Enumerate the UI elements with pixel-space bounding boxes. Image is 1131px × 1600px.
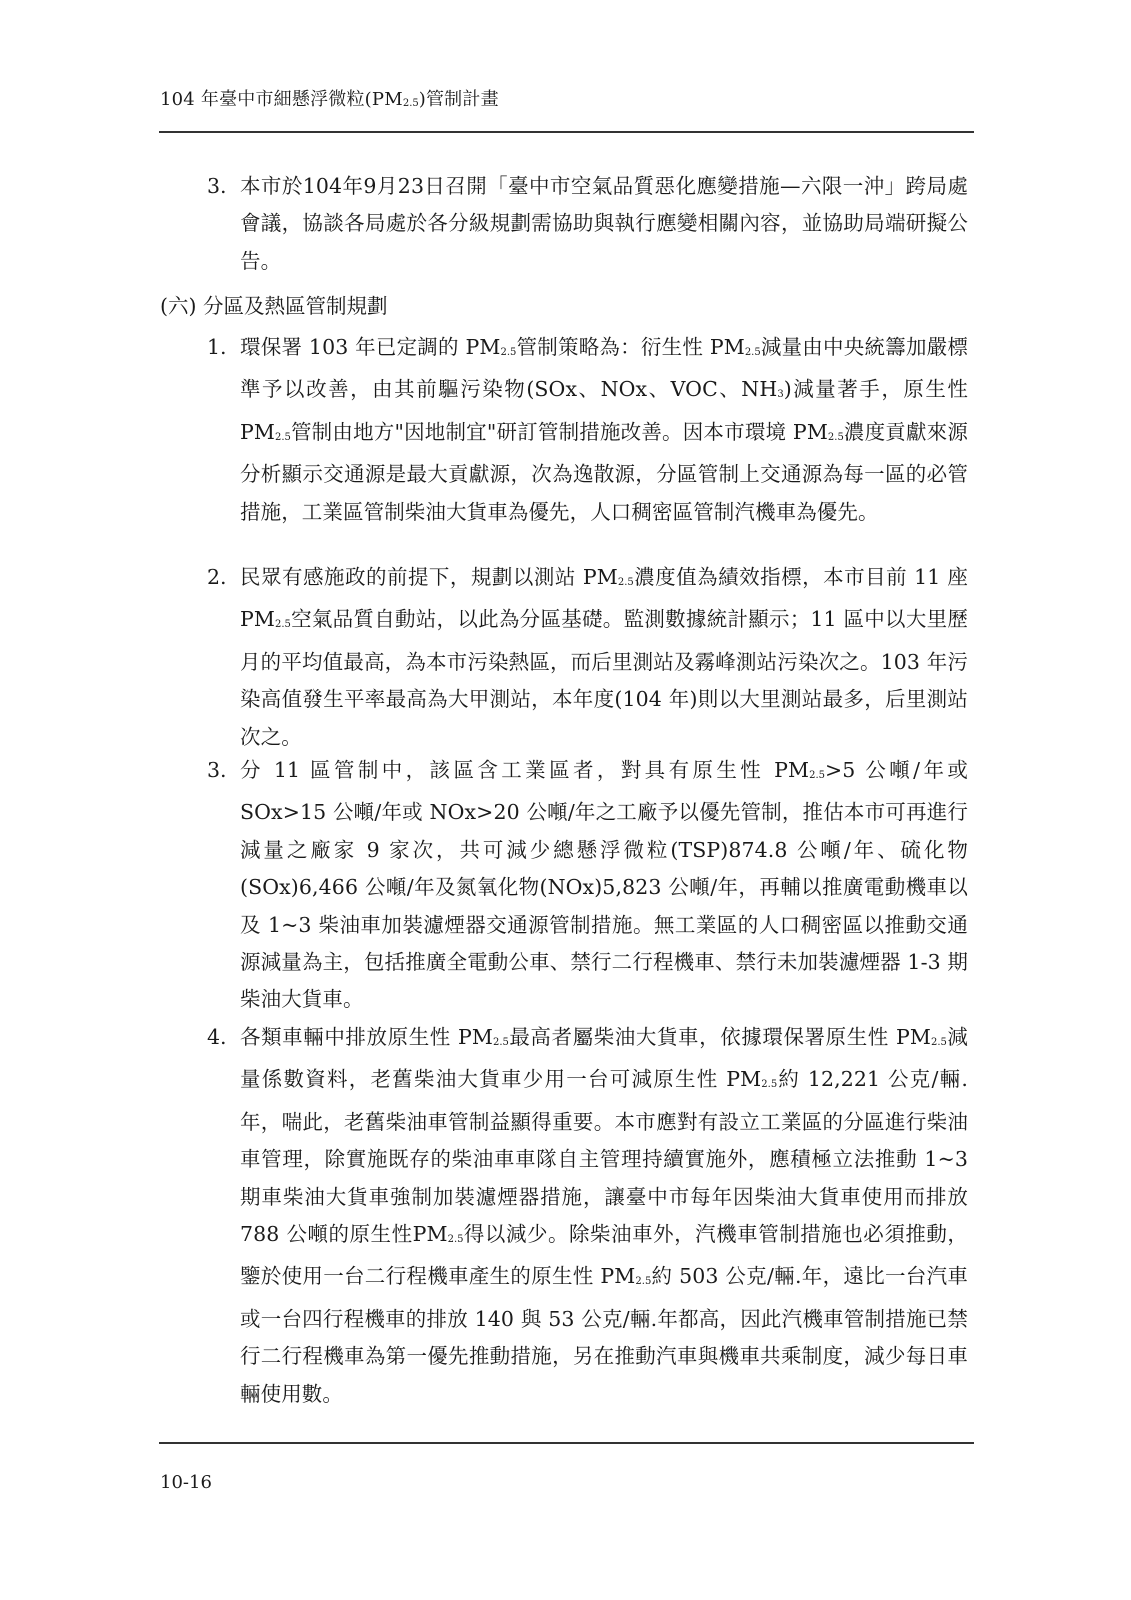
item-4-part: 減量係數資料，老舊柴油大貨車少用一台可減原生性 PM xyxy=(240,1025,968,1092)
item-2-part: 民眾有感施政的前提下，規劃以測站 PM xyxy=(240,565,618,589)
item-2-text xyxy=(240,559,968,756)
intro-item-text: 本市於104年9月23日召開「臺中市空氣品質惡化應變措施—六限一沖」跨局處會議，協談各局處於各分級規劃需協助與執行應變相關內容，並協助局端研擬公告。 xyxy=(240,174,968,273)
item-3-number: 3. xyxy=(207,758,227,782)
pm-subscript: 2.5 xyxy=(617,577,634,588)
nh3-subscript: 3 xyxy=(777,389,784,401)
item-3-part: 分 11 區管制中，該區含工業區者，對具有原生性 PM xyxy=(240,758,810,782)
item-4-part: 約 12,221 公克/輛.年，喘此，老舊柴油車管制益顯得重要。本市應對有設立工業區的分區進行柴油車管理，除實施既存的柴油車車隊自主管理持續實施外，應積極立法推動 1~3 期車柴油大貨車強制加裝濾煙器措施，讓臺中市每年因柴油大貨車使用而排放 788 公噸的原生性PM xyxy=(240,1067,968,1247)
section-title: (六) 分區及熱區管制規劃 xyxy=(160,294,388,318)
pm-subscript: 2.5 xyxy=(761,1079,778,1091)
header-title-sub: 2.5 xyxy=(402,98,419,109)
running-header xyxy=(160,88,499,116)
item-4-part: 最高者屬柴油大貨車，依據環保署原生性 PM xyxy=(508,1025,931,1049)
page-number: 10-16 xyxy=(160,1472,212,1493)
item-1-part: 管制策略為：衍生性 PM xyxy=(516,335,745,359)
pm-subscript: 2.5 xyxy=(500,347,517,358)
header-title-prefix: 104 年臺中市細懸浮微粒(PM xyxy=(160,89,403,110)
pm-subscript: 2.5 xyxy=(274,619,291,631)
item-1-part: 環保署 103 年已定調的 PM xyxy=(240,335,501,359)
item-1-text xyxy=(240,329,968,531)
pm-subscript: 2.5 xyxy=(931,1037,947,1048)
pm-subscript: 2.5 xyxy=(744,347,761,358)
item-4-part: 約 503 公克/輛.年，遠比一台汽車或一台四行程機車的排放 140 與 53 公克/輛.年都高，因此汽機車管制措施已禁行二行程機車為第一優先推動措施，另在推動汽車與機車共乘制度，減少每日車輛使用數。 xyxy=(240,1264,968,1406)
item-4-part: 各類車輛中排放原生性 PM xyxy=(240,1025,493,1049)
item-3-part: >5 公噸/年或 SOx>15 公噸/年或 NOx>20 公噸/年之工廠予以優先管制，推估本市可再進行減量之廠家 9 家次，共可減少總懸浮微粒(TSP)874.8 公噸/年、硫化物(SOx)6,466 公噸/年及氮氧化物(NOx)5,823 公噸/年，再輔以推廣電動機車以及 1~3 柴油車加裝濾煙器交通源管制措施。無工業區的人口稠密區以推動交通源減量為主，包括推廣全電動公車、禁行二行程機車、禁行未加裝濾煙器 1-3 期柴油大貨車。 xyxy=(240,758,968,1012)
item-4-number: 4. xyxy=(207,1025,227,1049)
item-1-part: 減量由中央統籌加嚴標準予以改善，由其前驅污染物(SOx、NOx、VOC、NH xyxy=(240,335,969,402)
item-4-part: 得以減少。除柴油車外，汽機車管制措施也必須推動，鑒於使用一台二行程機車產生的原生性 PM xyxy=(240,1222,968,1289)
pm-subscript: 2.5 xyxy=(492,1037,509,1048)
header-title-suffix: )管制計畫 xyxy=(418,89,499,110)
item-3-text xyxy=(240,752,968,1019)
item-1-part: )減量著手，原生性 PM xyxy=(240,377,968,444)
item-1-part: 濃度貢獻來源分析顯示交通源是最大貢獻源，次為逸散源，分區管制上交通源為每一區的必管措施，工業區管制柴油大貨車為優先，人口稠密區管制汽機車為優先。 xyxy=(240,419,968,524)
pm-subscript: 2.5 xyxy=(635,1276,652,1288)
footer-rule xyxy=(159,1442,974,1444)
pm-subscript: 2.5 xyxy=(827,431,844,443)
item-1-number: 1. xyxy=(207,335,227,359)
item-2-number: 2. xyxy=(207,565,227,589)
pm-subscript: 2.5 xyxy=(809,770,826,781)
item-2-part: 濃度值為績效指標，本市目前 11 座 PM xyxy=(240,565,969,632)
pm-subscript: 2.5 xyxy=(447,1234,464,1246)
item-1-part: 管制由地方"因地制宜"研訂管制措施改善。因本市環境 PM xyxy=(290,419,828,444)
intro-item-number: 3. xyxy=(207,174,227,198)
item-4-text xyxy=(240,1019,968,1413)
header-rule xyxy=(159,131,974,133)
item-2-part: 空氣品質自動站，以此為分區基礎。監測數據統計顯示；11 區中以大里歷月的平均值最高，為本市污染熱區，而后里測站及霧峰測站污染次之。103 年污染高值發生平率最高為大甲測站，本年度(104 年)則以大里測站最多，后里測站次之。 xyxy=(240,607,968,749)
pm-subscript: 2.5 xyxy=(274,431,291,443)
